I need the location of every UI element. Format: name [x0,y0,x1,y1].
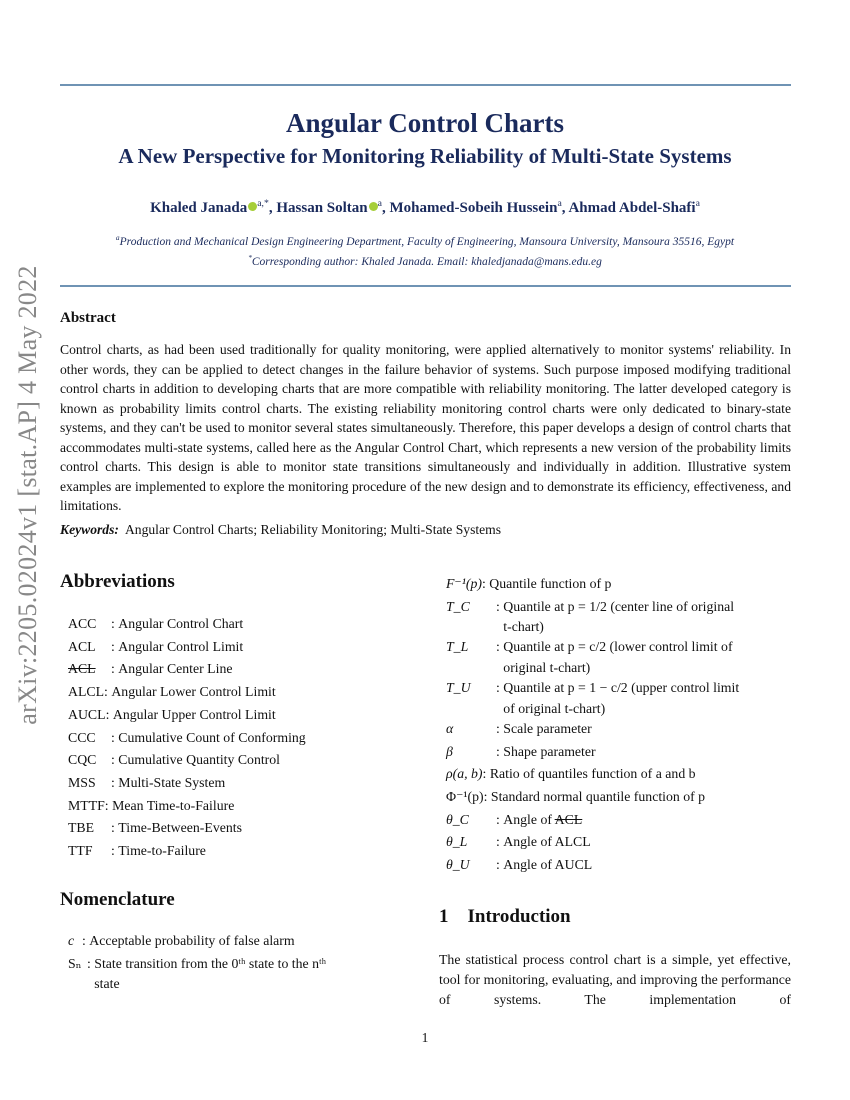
abbr-desc: Angular Control Chart [118,616,244,631]
author-affil-mark: a [377,198,382,209]
symbol: α [446,720,454,736]
keywords [60,522,501,538]
symbol: θ_U [446,857,470,873]
paper-title: Angular Control Charts [285,108,565,138]
symbol-desc-cont: of original t-chart) [503,700,606,716]
symbol-desc: Quantile function of p [489,576,612,591]
symbol-desc: Quantile at p = 1/2 (center line of original [503,598,735,614]
symbol-item: F⁻¹(p) : Quantile function of p [446,573,791,596]
abbr-desc: Angular Upper Control Limit [112,706,276,722]
abbr-desc: Cumulative Count of Conforming [118,729,306,745]
author-affil-mark: a,* [257,198,269,209]
abbreviation-item: MTTF : Mean Time-to-Failure [68,795,413,818]
author-name: Khaled Janada [150,200,248,216]
abbreviation-item: ACL : Angular Control Limit [68,636,413,659]
symbol-item: θ_C : Angle of ACL [446,809,791,832]
abbr-desc: Angular Lower Control Limit [111,684,276,700]
abbreviation-item: CQC : Cumulative Quantity Control [68,749,413,772]
arxiv-stamp-text: arXiv:2205.02024v1 [stat.AP] 4 May 2022 [13,265,42,725]
author-affil-mark: a [695,198,700,209]
introduction-text: The statistical process control chart is a simple, yet effective, tool for monitoring, evaluating, and improving the performance of systems. The implementation of [439,952,791,1007]
arxiv-stamp [2,265,54,725]
symbol-desc-wrap [503,636,791,677]
author-name: Hassan Soltan [276,200,368,216]
symbol: Φ⁻¹(p) [446,788,484,804]
symbol-desc-cont: original t-chart) [503,660,591,676]
symbol-desc-strike: ACL [554,811,583,827]
abbreviation-item: ACL : Angular Center Line [68,658,413,681]
abbr: CCC [68,729,96,745]
introduction-heading [439,906,571,928]
nomenclature-desc-cont: state [94,976,120,992]
abbreviation-item: CCC : Cumulative Count of Conforming [68,727,413,750]
corresponding-mark: * [248,252,252,262]
symbol-desc: Shape parameter [503,743,596,759]
abbr-desc: Mean Time-to-Failure [112,797,235,813]
keywords-list: Angular Control Charts; Reliability Monitoring; Multi-State Systems [124,522,502,537]
abbr: MSS [68,774,96,790]
symbol-item: β : Shape parameter [446,741,791,764]
affiliation: Production and Mechanical Design Engineering Department, Faculty of Engineering, Mansoura University, Mansoura 35516, Egypt [119,235,735,248]
nomenclature-item: Sₙ : State transition from the 0ᵗʰ state to the nᵗʰ state [68,953,413,994]
abstract-text: Control charts, as had been used traditionally for quality monitoring, were applied alternatively to monitor systems' reliability. In other words, they can be applied to detect changes in the failure behavior of systems. Such purpose imposed modifying traditional control charts in addition to developing charts that are more compatible with reliability monitoring. The latter developed category is known as probability limits control charts. The existing reliability monitoring control charts were only dedicated to binary-state systems, and they can't be used to monitor several states simultaneously. Therefore, this paper develops a design of control charts that accommodates multi-state systems, called here as the Angular Control Chart, which represents a new version of the probability limits control charts. This design is able to monitor state transitions simultaneously and individually in addition. Illustrative system examples are implemented to explore the monitoring procedure of the new design and to demonstrate its efficiency, effectiveness, and limitations. [60,342,791,513]
abbreviation-item: ACC : Angular Control Chart [68,613,413,636]
corresponding-author: Corresponding author: Khaled Janada. Email: khaledjanada@mans.edu.eg [251,255,602,268]
symbol-desc: Angle of [503,811,555,827]
symbol: T_U [446,680,471,696]
symbol-item: T_C : Quantile at p = 1/2 (center line of original t-chart) [446,596,791,637]
abbr: TTF [68,843,93,859]
abstract-heading: Abstract [60,310,116,326]
symbol: F⁻¹(p) [446,576,482,591]
keywords-label: Keywords: [60,522,119,537]
orcid-icon[interactable] [369,202,378,211]
symbol: β [446,743,453,759]
author-name: Ahmad Abdel-Shafi [568,200,696,216]
abbr-desc: Time-Between-Events [118,820,242,836]
nomenclature-desc: State transition from the 0ᵗʰ state to the nᵗʰ [94,955,327,971]
abbreviation-item: TTF : Time-to-Failure [68,840,413,863]
symbols-list [446,573,791,877]
symbol: T_C [446,598,470,614]
symbol: T_L [446,639,469,655]
symbol-desc-wrap [503,596,791,637]
nomenclature-desc: Acceptable probability of false alarm [89,933,295,948]
abbr-desc: Angular Center Line [118,661,233,677]
page-number: 1 [421,1030,429,1045]
abbr: ACL [68,638,96,654]
nomenclature-heading: Nomenclature [60,889,175,910]
abbreviation-item: MSS : Multi-State System [68,772,413,795]
abbr: CQC [68,752,97,768]
symbol-item: T_L : Quantile at p = c/2 (lower control limit of original t-chart) [446,636,791,677]
top-rule [60,84,791,86]
abbr: ACL [68,661,96,677]
abbreviation-item: TBE : Time-Between-Events [68,817,413,840]
abbr: MTTF [68,797,105,813]
symbol-desc: Quantile at p = 1 − c/2 (upper control limit [503,680,740,696]
symbol: θ_L [446,834,468,850]
abbr: TBE [68,820,95,836]
nomenclature-item: c : Acceptable probability of false alarm [68,930,413,953]
symbol-desc-wrap [503,809,791,832]
abbr-desc: Cumulative Quantity Control [118,752,281,768]
nomenclature-symbol: Sₙ [68,955,82,971]
abbr: ALCL [68,684,105,700]
author-list: Khaled Janada $^{a,*}$, Hassan Soltan $^a$, Mohamed-Sobeih Hussein$^a$, Ahmad Abdel-Shafi$^a$ [150,198,700,216]
abbr-desc: Time-to-Failure [118,843,206,859]
nomenclature-list [68,930,413,993]
abbreviations-heading: Abbreviations [60,571,175,592]
abbr-wrap [68,658,111,681]
symbol-desc: Angle of ALCL [503,834,591,850]
symbol-desc-cont: t-chart) [503,619,544,635]
symbol-item: θ_L : Angle of ALCL [446,831,791,854]
author-affil-mark: a [557,198,562,209]
section-number: 1 [439,906,449,927]
affiliations [0,230,850,270]
symbol-desc: Standard normal quantile function of p [490,788,706,804]
symbol-desc: Angle of AUCL [503,857,593,873]
symbol-item: T_U : Quantile at p = 1 − c/2 (upper control limit of original t-chart) [446,677,791,718]
affiliation-mark: a [115,233,120,242]
orcid-icon[interactable] [248,202,257,211]
header-bottom-rule [60,285,791,287]
nomenclature-symbol: c [68,933,75,948]
symbol-desc-wrap [503,677,791,718]
abbr: ACC [68,616,97,631]
symbol-item: α : Scale parameter [446,718,791,741]
symbol: ρ(a, b) [446,766,483,782]
abbreviation-item: AUCL : Angular Upper Control Limit [68,704,413,727]
nomenclature-desc-wrap [94,953,413,994]
symbol-desc: Quantile at p = c/2 (lower control limit of [503,639,733,655]
abbr: AUCL [68,706,106,722]
abbreviations-list [68,613,413,863]
abbr-desc: Angular Control Limit [118,638,244,654]
abbreviation-item: ALCL : Angular Lower Control Limit [68,681,413,704]
abbr-desc: Multi-State System [118,774,226,790]
symbol-item: θ_U : Angle of AUCL [446,854,791,877]
section-title: Introduction [467,906,571,927]
symbol: θ_C [446,811,469,827]
paper-subtitle: A New Perspective for Monitoring Reliability of Multi-State Systems [118,144,732,168]
symbol-desc: Ratio of quantiles function of a and b [489,766,696,782]
symbol-item: Φ⁻¹(p) : Standard normal quantile function of p [446,786,791,809]
symbol-item: ρ(a, b) : Ratio of quantiles function of a and b [446,763,791,786]
author-name: Mohamed-Sobeih Hussein [389,200,558,216]
symbol-desc: Scale parameter [503,720,592,736]
